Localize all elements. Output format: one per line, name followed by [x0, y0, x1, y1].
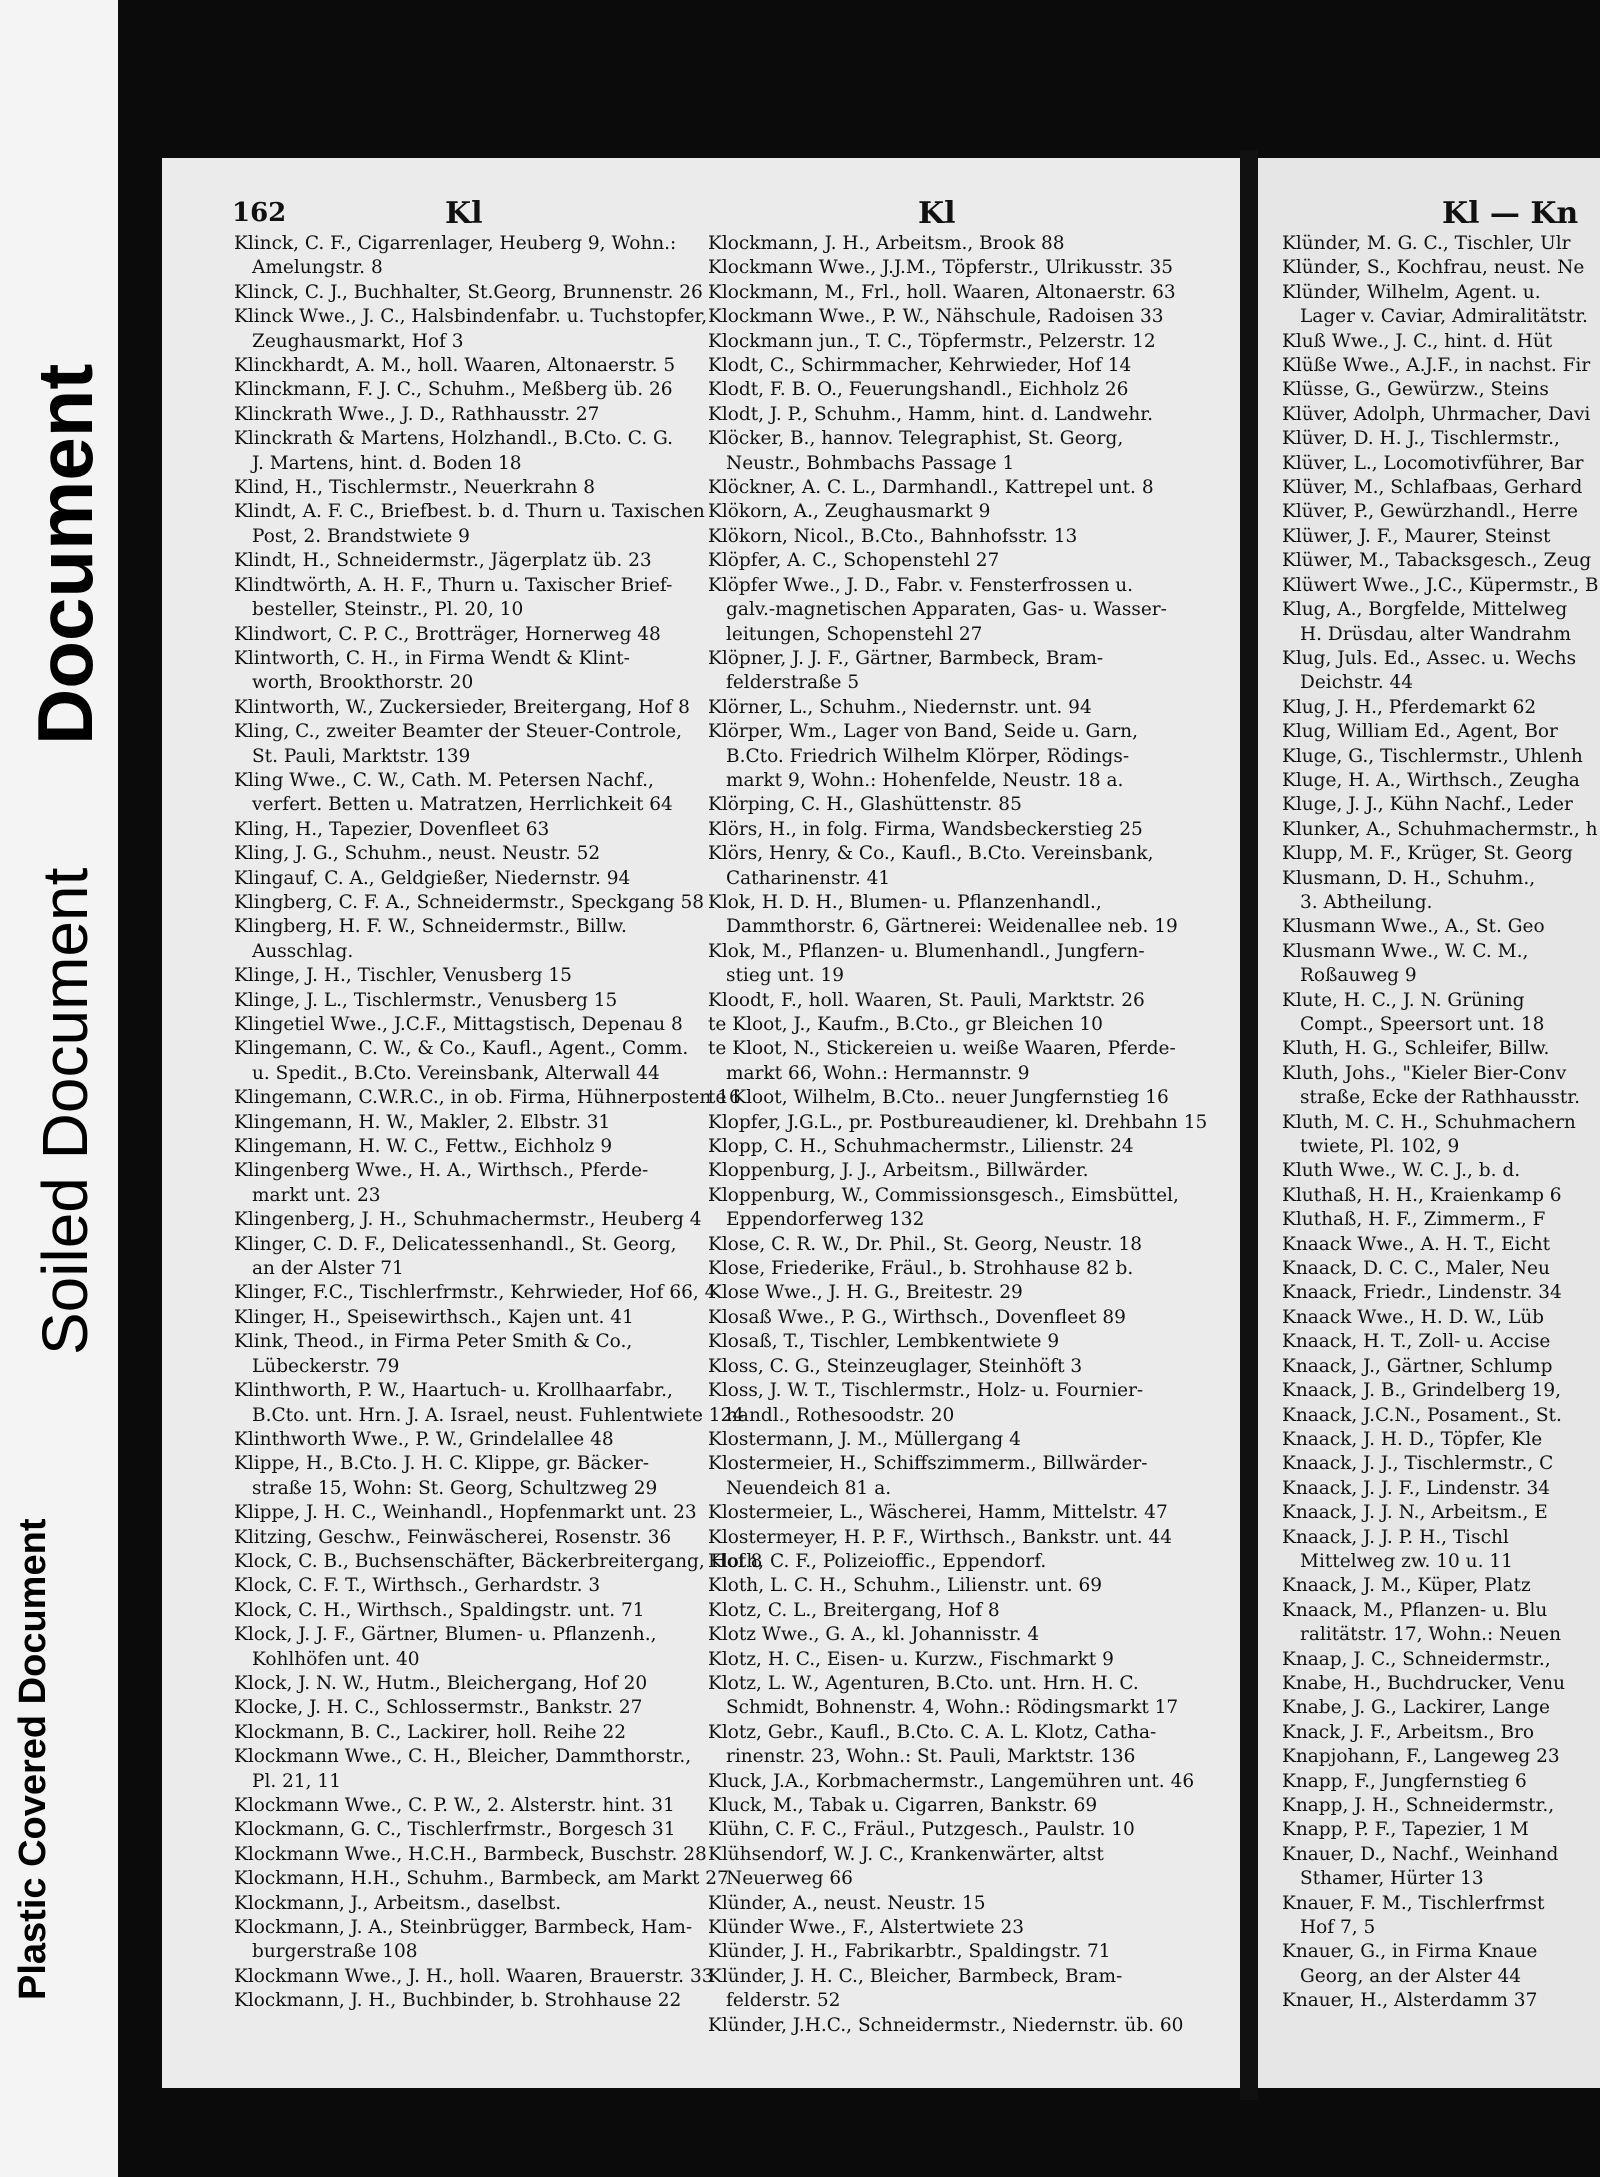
directory-entry-line: Klökorn, Nicol., B.Cto., Bahnhofsstr. 13: [708, 525, 1078, 547]
directory-entry-line: Klökorn, A., Zeughausmarkt 9: [708, 501, 991, 523]
directory-entry-line: Klockmann, G. C., Tischlerfrmstr., Borgesch 31: [234, 1819, 676, 1841]
directory-entry-line: Knaack, J. J. P. H., Tischl: [1282, 1526, 1509, 1548]
directory-entry-line: Sthamer, Hürter 13: [1300, 1868, 1484, 1890]
directory-entry-line: Klock, J. J. F., Gärtner, Blumen- u. Pflanzenh.,: [234, 1624, 657, 1646]
directory-entry-line: Klinthworth, P. W., Haartuch- u. Krollhaarfabr.,: [234, 1380, 673, 1402]
directory-entry-line: Zeughausmarkt, Hof 3: [252, 330, 464, 352]
directory-entry-line: Knack, J. F., Arbeitsm., Bro: [1282, 1721, 1535, 1743]
directory-entry-line: Klingetiel Wwe., J.C.F., Mittagstisch, Depenau 8: [234, 1014, 683, 1035]
directory-entry-line: verfert. Betten u. Matratzen, Herrlichkeit 64: [252, 794, 673, 816]
directory-entry-line: Klockmann, J. A., Steinbrügger, Barmbeck, Ham-: [234, 1917, 693, 1939]
directory-entry-line: Klindtwörth, A. H. F., Thurn u. Taxischer Brief-: [234, 574, 673, 596]
directory-entry-line: Klockmann, M., Frl., holl. Waaren, Altonaerstr. 63: [708, 281, 1176, 303]
directory-entry-line: Hof 7, 5: [1300, 1917, 1376, 1939]
directory-entry-line: Kluth Wwe., W. C. J., b. d.: [1282, 1160, 1521, 1182]
directory-entry-line: Klünder, J.H.C., Schneidermstr., Niedernstr. üb. 60: [708, 2014, 1184, 2036]
directory-entry-line: Klörner, L., Schuhm., Niedernstr. unt. 94: [708, 696, 1092, 718]
directory-entry-line: Klosaß, T., Tischler, Lembkentwiete 9: [708, 1331, 1060, 1353]
directory-entry-line: Post, 2. Brandstwiete 9: [252, 525, 470, 547]
directory-entry-line: Klünder, J. H. C., Bleicher, Barmbeck, Bram-: [708, 1965, 1123, 1987]
directory-entry-line: Klingberg, C. F. A., Schneidermstr., Speckgang 58: [234, 891, 704, 913]
directory-entry-line: Knapp, J. H., Schneidermstr.,: [1282, 1795, 1555, 1816]
directory-entry-line: Klinger, C. D. F., Delicatessenhandl., St. Georg,: [234, 1233, 677, 1255]
directory-entry-line: Klose, Friederike, Fräul., b. Strohhause 82 b.: [708, 1258, 1134, 1280]
directory-entry-line: Knaack, J., Gärtner, Schlump: [1282, 1355, 1553, 1377]
directory-entry-line: Klöcker, B., hannov. Telegraphist, St. Georg,: [708, 428, 1124, 450]
right-directory-column: [1282, 232, 1600, 2014]
directory-entry-line: Klintworth, C. H., in Firma Wendt & Klint-: [234, 647, 630, 669]
directory-entry-line: Klinckrath Wwe., J. D., Rathhausstr. 27: [234, 403, 600, 425]
directory-entry-line: Kloppenburg, W., Commissionsgesch., Eimsbüttel,: [708, 1184, 1179, 1206]
directory-entry-line: Klinckmann, F. J. C., Schuhm., Meßberg üb. 26: [234, 379, 673, 401]
directory-entry-line: Kluthaß, H. F., Zimmerm., F: [1282, 1209, 1546, 1231]
directory-entry-line: Klüwer, M., Tabacksgesch., Zeug: [1282, 550, 1592, 572]
directory-entry-line: Knapp, P. F., Tapezier, 1 M: [1282, 1819, 1529, 1841]
directory-entry-line: Klüsse, G., Gewürzw., Steins: [1282, 379, 1549, 401]
directory-entry-line: Klopp, C. H., Schuhmachermstr., Lilienstr. 24: [708, 1136, 1134, 1158]
directory-entry-line: Klinckhardt, A. M., holl. Waaren, Altonaerstr. 5: [234, 355, 676, 377]
directory-entry-line: leitungen, Schopenstehl 27: [726, 623, 983, 645]
directory-entry-line: handl., Rothesoodstr. 20: [726, 1404, 955, 1426]
directory-entry-line: Klüver, M., Schlafbaas, Gerhard: [1282, 477, 1583, 499]
directory-entry-line: markt 66, Wohn.: Hermannstr. 9: [726, 1062, 1030, 1084]
directory-entry-line: Klock, C. H., Wirthsch., Spaldingstr. unt. 71: [234, 1599, 645, 1621]
directory-entry-line: Kohlhöfen unt. 40: [252, 1648, 420, 1670]
directory-entry-line: Kling, C., zweiter Beamter der Steuer-Controle,: [234, 721, 682, 743]
directory-entry-line: Klörs, Henry, & Co., Kaufl., B.Cto. Vereinsbank,: [708, 843, 1154, 865]
directory-entry-line: te Kloot, Wilhelm, B.Cto.. neuer Jungfernstieg 16: [708, 1087, 1169, 1109]
directory-entry-line: Pl. 21, 11: [252, 1770, 341, 1792]
directory-entry-line: Klinthworth Wwe., P. W., Grindelallee 48: [234, 1428, 614, 1450]
directory-entry-line: Klusmann Wwe., W. C. M.,: [1282, 940, 1529, 962]
directory-entry-line: Deichstr. 44: [1300, 672, 1414, 694]
directory-entry-line: Klühsendorf, W. J. C., Krankenwärter, altst: [708, 1843, 1104, 1865]
directory-entry-line: Klockmann, B. C., Lackirer, holl. Reihe 22: [234, 1721, 626, 1743]
directory-entry-line: Klindwort, C. P. C., Brotträger, Hornerweg 48: [234, 623, 661, 645]
directory-entry-line: Kloth, L. C. H., Schuhm., Lilienstr. unt. 69: [708, 1575, 1102, 1597]
left-directory-column: [234, 232, 763, 2014]
directory-entry-line: Klintworth, W., Zuckersieder, Breitergang, Hof 8: [234, 696, 690, 718]
directory-entry-line: Klippe, J. H. C., Weinhandl., Hopfenmarkt unt. 23: [234, 1502, 697, 1524]
directory-entry-line: Klünder, Wilhelm, Agent. u.: [1282, 281, 1541, 303]
directory-entry-line: Klingemann, H. W., Makler, 2. Elbstr. 31: [234, 1111, 611, 1133]
directory-entry-line: Klind, H., Tischlermstr., Neuerkrahn 8: [234, 477, 596, 499]
directory-entry-line: Eppendorferweg 132: [726, 1209, 925, 1231]
directory-entry-line: markt 9, Wohn.: Hohenfelde, Neustr. 18 a.: [726, 769, 1124, 791]
directory-entry-line: Klüver, Adolph, Uhrmacher, Davi: [1282, 403, 1591, 425]
directory-entry-line: Knaack, M., Pflanzen- u. Blu: [1282, 1599, 1548, 1621]
middle-directory-column: [708, 232, 1208, 2038]
directory-entry-line: Klotz, L. W., Agenturen, B.Cto. unt. Hrn. H. C.: [708, 1672, 1139, 1694]
book-gutter: [1240, 150, 1258, 2100]
directory-entry-line: Knaack Wwe., H. D. W., Lüb: [1282, 1306, 1544, 1328]
directory-entry-line: Klüver, D. H. J., Tischlermstr.,: [1282, 428, 1560, 450]
directory-entry-line: besteller, Steinstr., Pl. 20, 10: [252, 599, 524, 621]
directory-entry-line: Lager v. Caviar, Admiralitätstr.: [1300, 306, 1588, 328]
directory-entry-line: Klose Wwe., J. H. G., Breitestr. 29: [708, 1282, 1023, 1304]
directory-entry-line: Kluth, M. C. H., Schuhmachern: [1282, 1111, 1576, 1133]
directory-entry-line: Klingauf, C. A., Geldgießer, Niedernstr. 94: [234, 867, 631, 889]
directory-entry-line: St. Pauli, Marktstr. 139: [252, 745, 471, 767]
directory-entry-line: Klingenberg Wwe., H. A., Wirthsch., Pferde-: [234, 1160, 649, 1182]
directory-entry-line: Klörper, Wm., Lager von Band, Seide u. Garn,: [708, 721, 1138, 743]
directory-entry-line: twiete, Pl. 102, 9: [1300, 1136, 1460, 1158]
stamp-document: Document: [21, 363, 109, 745]
directory-entry-line: Neuerweg 66: [726, 1868, 853, 1890]
directory-entry-line: worth, Brookthorstr. 20: [252, 672, 474, 694]
directory-entry-line: Klinck, C. F., Cigarrenlager, Heuberg 9, Wohn.:: [234, 233, 677, 254]
directory-entry-line: Klotz, C. L., Breitergang, Hof 8: [708, 1599, 1000, 1621]
directory-entry-line: Neustr., Bohmbachs Passage 1: [726, 452, 1015, 474]
directory-entry-line: Knaack, J. M., Küper, Platz: [1282, 1575, 1531, 1597]
directory-entry-line: Kluth, H. G., Schleifer, Billw.: [1282, 1038, 1550, 1060]
directory-entry-line: Klockmann Wwe., P. W., Nähschule, Radoisen 33: [708, 306, 1164, 328]
directory-entry-line: Klüwert Wwe., J.C., Küpermstr., B: [1282, 574, 1599, 596]
directory-entry-line: B.Cto. Friedrich Wilhelm Klörper, Rödings-: [726, 745, 1130, 767]
document-condition-labels: [0, 0, 118, 2177]
directory-entry-line: Klinger, F.C., Tischlerfrmstr., Kehrwieder, Hof 66, 4: [234, 1282, 717, 1304]
directory-entry-line: Klug, William Ed., Agent, Bor: [1282, 721, 1558, 743]
directory-entry-line: Klöpfer, A. C., Schopenstehl 27: [708, 550, 1000, 572]
directory-entry-line: Knaack Wwe., A. H. T., Eicht: [1282, 1233, 1551, 1255]
directory-entry-line: Klostermann, J. M., Müllergang 4: [708, 1428, 1021, 1450]
directory-entry-line: Klotz Wwe., G. A., kl. Johannisstr. 4: [708, 1624, 1040, 1646]
directory-entry-line: Knapp, F., Jungfernstieg 6: [1282, 1770, 1527, 1792]
directory-entry-line: Ausschlag.: [252, 940, 354, 962]
directory-entry-line: Klünder, A., neust. Neustr. 15: [708, 1892, 986, 1914]
directory-entry-line: Klostermeyer, H. P. F., Wirthsch., Bankstr. unt. 44: [708, 1526, 1173, 1548]
directory-entry-line: Knaack, D. C. C., Maler, Neu: [1282, 1258, 1550, 1280]
directory-entry-line: straße, Ecke der Rathhausstr.: [1300, 1087, 1580, 1109]
directory-entry-line: te Kloot, N., Stickereien u. weiße Waaren, Pferde-: [708, 1038, 1176, 1060]
directory-entry-line: galv.-magnetischen Apparaten, Gas- u. Wasser-: [726, 599, 1167, 621]
right-running-head: Kl — Kn: [1442, 196, 1579, 231]
directory-entry-line: Knaack, J. J. N., Arbeitsm., E: [1282, 1502, 1548, 1524]
directory-entry-line: Klupp, M. F., Krüger, St. Georg: [1282, 843, 1573, 865]
directory-entry-line: Klindt, A. F. C., Briefbest. b. d. Thurn u. Taxischen: [234, 501, 705, 523]
directory-entry-line: Klockmann, H.H., Schuhm., Barmbeck, am Markt 27: [234, 1868, 729, 1890]
directory-entry-line: Klocke, J. H. C., Schlossermstr., Bankstr. 27: [234, 1697, 643, 1719]
directory-entry-line: Klok, M., Pflanzen- u. Blumenhandl., Jungfern-: [708, 940, 1145, 962]
directory-entry-line: Knauer, F. M., Tischlerfrmst: [1282, 1892, 1545, 1914]
directory-entry-line: Klose, C. R. W., Dr. Phil., St. Georg, Neustr. 18: [708, 1233, 1142, 1255]
directory-entry-line: Klock, J. N. W., Hutm., Bleichergang, Hof 20: [234, 1672, 648, 1694]
directory-entry-line: Klug, A., Borgfelde, Mittelweg: [1282, 599, 1568, 621]
directory-entry-line: Klockmann Wwe., J.J.M., Töpferstr., Ulrikusstr. 35: [708, 257, 1174, 279]
directory-entry-line: Klühn, C. F. C., Fräul., Putzgesch., Paulstr. 10: [708, 1819, 1135, 1841]
directory-entry-line: Klörs, H., in folg. Firma, Wandsbeckerstieg 25: [708, 818, 1143, 840]
stamp-plastic-covered: Plastic Covered Document: [12, 1518, 54, 2000]
directory-entry-line: Kluge, J. J., Kühn Nachf., Leder: [1282, 794, 1573, 816]
directory-entry-line: Klok, H. D. H., Blumen- u. Pflanzenhandl.,: [708, 891, 1102, 913]
stamp-soiled: Soiled Document: [29, 867, 101, 1355]
directory-entry-line: Klockmann Wwe., J. H., holl. Waaren, Brauerstr. 33: [234, 1965, 714, 1987]
directory-entry-line: Roßauweg 9: [1300, 965, 1417, 987]
directory-entry-line: markt unt. 23: [252, 1184, 381, 1206]
directory-entry-line: Klindt, H., Schneidermstr., Jägerplatz üb. 23: [234, 550, 652, 572]
directory-entry-line: Lübeckerstr. 79: [252, 1355, 400, 1377]
directory-entry-line: Klodt, C., Schirmmacher, Kehrwieder, Hof 14: [708, 355, 1132, 377]
directory-entry-line: Kluthaß, H. H., Kraienkamp 6: [1282, 1184, 1562, 1206]
directory-entry-line: Klünder, S., Kochfrau, neust. Ne: [1282, 257, 1585, 279]
directory-entry-line: Klüver, L., Locomotivführer, Bar: [1282, 452, 1584, 474]
directory-entry-line: Neuendeich 81 a.: [726, 1477, 892, 1499]
directory-entry-line: Georg, an der Alster 44: [1300, 1965, 1522, 1987]
directory-entry-line: Klockmann, J., Arbeitsm., daselbst.: [234, 1892, 562, 1914]
left-running-head: Kl: [445, 196, 483, 231]
directory-entry-line: B.Cto. unt. Hrn. J. A. Israel, neust. Fuhlentwiete 124: [252, 1404, 745, 1426]
directory-entry-line: an der Alster 71: [252, 1258, 404, 1280]
directory-entry-line: Knaack, J. B., Grindelberg 19,: [1282, 1380, 1562, 1402]
directory-entry-line: Kluck, J.A., Korbmachermstr., Langemühren unt. 46: [708, 1770, 1195, 1792]
directory-entry-line: Kling Wwe., C. W., Cath. M. Petersen Nachf.,: [234, 769, 654, 791]
directory-entry-line: Kloss, C. G., Steinzeuglager, Steinhöft 3: [708, 1355, 1083, 1377]
directory-entry-line: Kluge, H. A., Wirthsch., Zeugha: [1282, 769, 1580, 791]
directory-entry-line: J. Martens, hint. d. Boden 18: [252, 452, 522, 474]
directory-entry-line: Klunker, A., Schuhmachermstr., h: [1282, 818, 1598, 840]
center-running-head: Kl: [918, 196, 956, 231]
directory-entry-line: Knauer, H., Alsterdamm 37: [1282, 1990, 1538, 2012]
directory-entry-line: u. Spedit., B.Cto. Vereinsbank, Alterwall 44: [252, 1062, 660, 1084]
directory-entry-line: Kloss, J. W. T., Tischlermstr., Holz- u. Fournier-: [708, 1380, 1144, 1402]
directory-entry-line: Klinge, J. H., Tischler, Venusberg 15: [234, 965, 572, 987]
directory-entry-line: Klusmann, D. H., Schuhm.,: [1282, 867, 1536, 889]
directory-entry-line: Klute, H. C., J. N. Grüning: [1282, 989, 1525, 1011]
directory-entry-line: Knaack, J. J., Tischlermstr., C: [1282, 1453, 1554, 1475]
directory-entry-line: Klock, C. B., Buchsenschäfter, Bäckerbreitergang, Hof 8: [234, 1550, 763, 1572]
directory-entry-line: Klitzing, Geschw., Feinwäscherei, Rosenstr. 36: [234, 1526, 672, 1548]
directory-entry-line: Knaap, J. C., Schneidermstr.,: [1282, 1648, 1551, 1670]
directory-entry-line: Kling, H., Tapezier, Dovenfleet 63: [234, 818, 550, 840]
directory-entry-line: felderstr. 52: [726, 1990, 841, 2012]
directory-entry-line: Klockmann, J. H., Arbeitsm., Brook 88: [708, 233, 1065, 254]
directory-entry-line: Knabe, J. G., Lackirer, Lange: [1282, 1697, 1551, 1719]
directory-entry-line: Kloodt, F., holl. Waaren, St. Pauli, Marktstr. 26: [708, 989, 1145, 1011]
directory-entry-line: Klug, Juls. Ed., Assec. u. Wechs: [1282, 647, 1577, 669]
directory-entry-line: Dammthorstr. 6, Gärtnerei: Weidenallee neb. 19: [726, 916, 1178, 938]
directory-entry-line: Klodt, J. P., Schuhm., Hamm, hint. d. Landwehr.: [708, 403, 1153, 425]
directory-entry-line: stieg unt. 19: [726, 965, 845, 987]
directory-entry-line: Knabe, H., Buchdrucker, Venu: [1282, 1672, 1566, 1694]
directory-entry-line: Kluge, G., Tischlermstr., Uhlenh: [1282, 745, 1583, 767]
directory-entry-line: Klostermeier, H., Schiffszimmerm., Billwärder-: [708, 1453, 1148, 1475]
directory-entry-line: straße 15, Wohn: St. Georg, Schultzweg 29: [252, 1477, 658, 1499]
directory-entry-line: Amelungstr. 8: [252, 257, 383, 279]
directory-entry-line: Klöpner, J. J. F., Gärtner, Barmbeck, Bram-: [708, 647, 1104, 669]
directory-entry-line: Klockmann Wwe., C. P. W., 2. Alsterstr. hint. 31: [234, 1795, 675, 1816]
directory-entry-line: Knaack, J.C.N., Posament., St.: [1282, 1404, 1562, 1426]
directory-entry-line: Klüße Wwe., A.J.F., in nachst. Fir: [1282, 355, 1591, 377]
directory-entry-line: Kluß Wwe., J. C., hint. d. Hüt: [1282, 330, 1553, 352]
directory-entry-line: Klostermeier, L., Wäscherei, Hamm, Mittelstr. 47: [708, 1502, 1168, 1524]
directory-entry-line: Klusmann Wwe., A., St. Geo: [1282, 916, 1545, 938]
directory-entry-line: Klinck, C. J., Buchhalter, St.Georg, Brunnenstr. 26: [234, 281, 703, 303]
directory-entry-line: Klock, C. F. T., Wirthsch., Gerhardstr. 3: [234, 1575, 601, 1597]
directory-entry-line: 3. Abtheilung.: [1300, 891, 1433, 913]
directory-entry-line: Klinger, H., Speisewirthsch., Kajen unt. 41: [234, 1306, 634, 1328]
directory-entry-line: Knapjohann, F., Langeweg 23: [1282, 1746, 1560, 1768]
directory-entry-line: Kluck, M., Tabak u. Cigarren, Bankstr. 69: [708, 1795, 1098, 1816]
directory-entry-line: rinenstr. 23, Wohn.: St. Pauli, Marktstr. 136: [726, 1746, 1136, 1768]
directory-entry-line: te Kloot, J., Kaufm., B.Cto., gr Bleichen 10: [708, 1014, 1103, 1035]
directory-entry-line: ralitätstr. 17, Wohn.: Neuen: [1300, 1624, 1562, 1646]
directory-entry-line: felderstraße 5: [726, 672, 860, 694]
directory-entry-line: Klingemann, H. W. C., Fettw., Eichholz 9: [234, 1136, 613, 1158]
directory-entry-line: Klockmann Wwe., C. H., Bleicher, Dammthorstr.,: [234, 1746, 692, 1768]
directory-entry-line: Klörping, C. H., Glashüttenstr. 85: [708, 794, 1022, 816]
directory-entry-line: burgerstraße 108: [252, 1941, 418, 1963]
directory-entry-line: Knaack, J. H. D., Töpfer, Kle: [1282, 1428, 1543, 1450]
directory-entry-line: Klingemann, C.W.R.C., in ob. Firma, Hühnerposten 16: [234, 1087, 741, 1109]
directory-entry-line: Klünder, J. H., Fabrikarbtr., Spaldingstr. 71: [708, 1941, 1111, 1963]
directory-entry-line: Kluth, Johs., "Kieler Bier-Conv: [1282, 1062, 1567, 1084]
directory-entry-line: Klüver, P., Gewürzhandl., Herre: [1282, 501, 1579, 523]
directory-entry-line: Klodt, F. B. O., Feuerungshandl., Eichholz 26: [708, 379, 1129, 401]
directory-entry-line: H. Drüsdau, alter Wandrahm: [1300, 623, 1572, 645]
directory-entry-line: Klünder Wwe., F., Alstertwiete 23: [708, 1917, 1025, 1939]
directory-entry-line: Knaack, J. J. F., Lindenstr. 34: [1282, 1477, 1551, 1499]
directory-entry-line: Klingemann, C. W., & Co., Kaufl., Agent., Comm.: [234, 1038, 689, 1060]
directory-entry-line: Knaack, H. T., Zoll- u. Accise: [1282, 1331, 1551, 1353]
directory-entry-line: Klopfer, J.G.L., pr. Postbureaudiener, kl. Drehbahn 15: [708, 1111, 1208, 1133]
directory-entry-line: Kling, J. G., Schuhm., neust. Neustr. 52: [234, 843, 601, 865]
page-number: 162: [232, 198, 287, 228]
directory-entry-line: Schmidt, Bohnenstr. 4, Wohn.: Rödingsmarkt 17: [726, 1697, 1179, 1719]
directory-entry-line: Catharinenstr. 41: [726, 867, 891, 889]
directory-entry-line: Klippe, H., B.Cto. J. H. C. Klippe, gr. Bäcker-: [234, 1453, 650, 1475]
directory-entry-line: Knauer, G., in Firma Knaue: [1282, 1941, 1538, 1963]
directory-entry-line: Klingberg, H. F. W., Schneidermstr., Billw.: [234, 916, 627, 938]
directory-entry-line: Knauer, D., Nachf., Weinhand: [1282, 1843, 1559, 1865]
directory-entry-line: Klug, J. H., Pferdemarkt 62: [1282, 696, 1537, 718]
directory-entry-line: Klockmann, J. H., Buchbinder, b. Strohhause 22: [234, 1990, 682, 2012]
directory-entry-line: Mittelweg zw. 10 u. 11: [1300, 1550, 1513, 1572]
directory-entry-line: Kloth, C. F., Polizeioffic., Eppendorf.: [708, 1550, 1047, 1572]
directory-entry-line: Klinckrath & Martens, Holzhandl., B.Cto. C. G.: [234, 428, 674, 450]
directory-entry-line: Klotz, H. C., Eisen- u. Kurzw., Fischmarkt 9: [708, 1648, 1114, 1670]
directory-entry-line: Kloppenburg, J. J., Arbeitsm., Billwärder.: [708, 1160, 1089, 1182]
directory-entry-line: Klingenberg, J. H., Schuhmachermstr., Heuberg 4: [234, 1209, 702, 1231]
directory-entry-line: Klockmann jun., T. C., Töpfermstr., Pelzerstr. 12: [708, 330, 1156, 352]
directory-entry-line: Klöckner, A. C. L., Darmhandl., Kattrepel unt. 8: [708, 477, 1154, 499]
directory-entry-line: Klünder, M. G. C., Tischler, Ulr: [1282, 233, 1571, 254]
directory-entry-line: Klinck Wwe., J. C., Halsbindenfabr. u. Tuchstopfer,: [234, 306, 708, 328]
directory-entry-line: Klink, Theod., in Firma Peter Smith & Co.,: [234, 1331, 633, 1353]
directory-entry-line: Knaack, Friedr., Lindenstr. 34: [1282, 1282, 1562, 1304]
directory-entry-line: Klöpfer Wwe., J. D., Fabr. v. Fensterfrossen u.: [708, 574, 1134, 596]
directory-entry-line: Klotz, Gebr., Kaufl., B.Cto. C. A. L. Klotz, Catha-: [708, 1721, 1157, 1743]
directory-entry-line: Klosaß Wwe., P. G., Wirthsch., Dovenfleet 89: [708, 1306, 1126, 1328]
directory-entry-line: Klinge, J. L., Tischlermstr., Venusberg 15: [234, 989, 618, 1011]
directory-entry-line: Klockmann Wwe., H.C.H., Barmbeck, Buschstr. 28: [234, 1843, 707, 1865]
directory-entry-line: Klüwer, J. F., Maurer, Steinst: [1282, 525, 1551, 547]
directory-entry-line: Compt., Speersort unt. 18: [1300, 1014, 1545, 1035]
